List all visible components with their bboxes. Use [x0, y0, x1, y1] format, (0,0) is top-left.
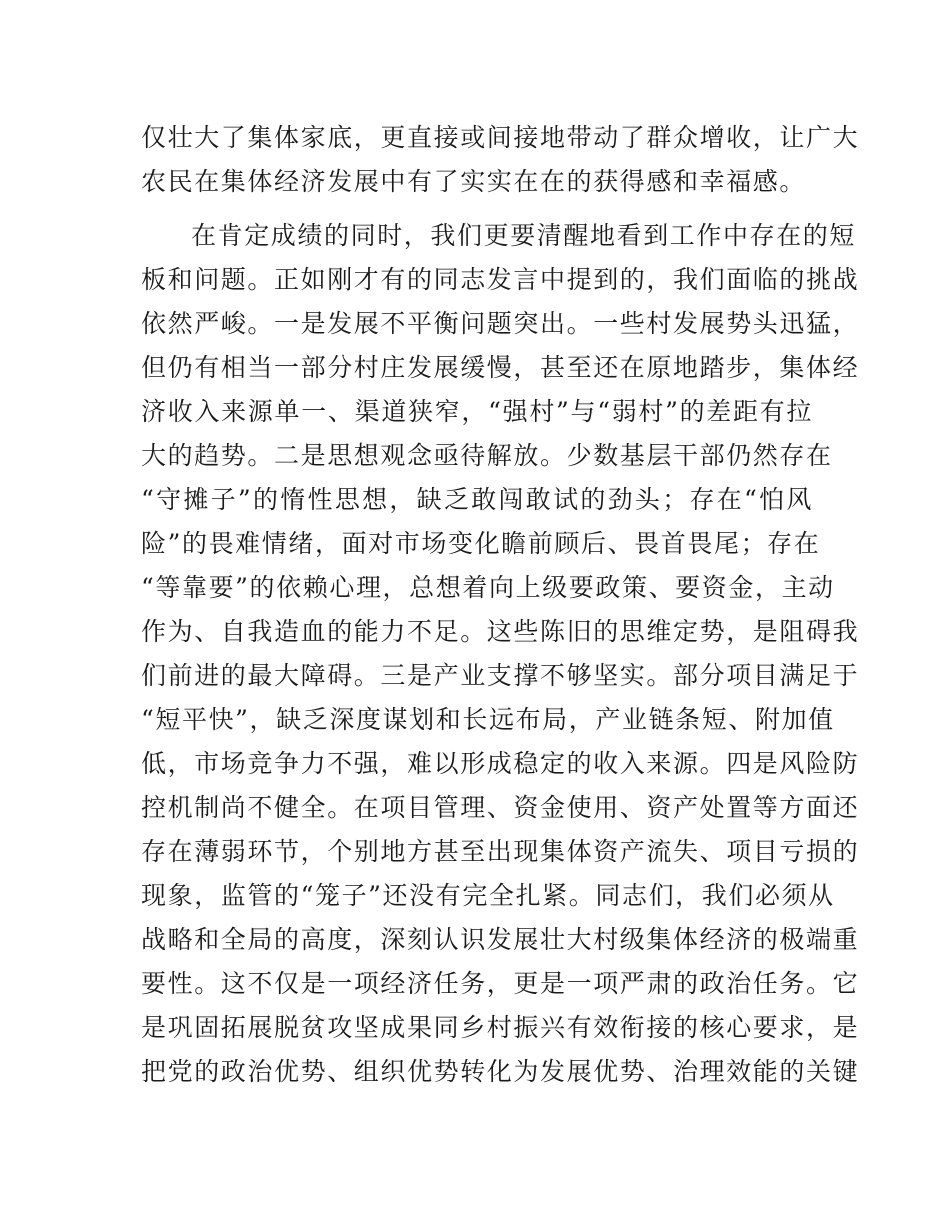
- text-line: 低，市场竞争力不强，难以形成稳定的收入来源。四是风险防: [141, 749, 860, 778]
- text-line: “等靠要”的依赖心理，总想着向上级要政策、要资金，主动: [141, 573, 835, 602]
- text-line: 险”的畏难情绪，面对市场变化瞻前顾后、畏首畏尾；存在: [141, 529, 821, 558]
- text-line: 把党的政治优势、组织优势转化为发展优势、治理效能的关键: [141, 1057, 860, 1086]
- body-text: [141, 116, 860, 1094]
- text-line: 们前进的最大障碍。三是产业支撑不够坚实。部分项目满足于: [141, 661, 860, 690]
- text-line: 要性。这不仅是一项经济任务，更是一项严肃的政治任务。它: [141, 969, 860, 998]
- text-line: 现象，监管的“笼子”还没有完全扎紧。同志们，我们必须从: [141, 881, 835, 910]
- paragraph-1: [141, 116, 860, 204]
- text-line: 大的趋势。二是思想观念亟待解放。少数基层干部仍然存在: [141, 441, 833, 470]
- text-line: “短平快”，缺乏深度谋划和长远布局，产业链条短、附加值: [141, 705, 835, 734]
- text-line: 板和问题。正如刚才有的同志发言中提到的，我们面临的挑战: [141, 265, 860, 294]
- text-line: “守摊子”的惰性思想，缺乏敢闯敢试的劲头；存在“怕风: [141, 485, 813, 514]
- text-line: 在肯定成绩的同时，我们更要清醒地看到工作中存在的短: [191, 221, 857, 250]
- text-line: 济收入来源单一、渠道狭窄，“强村”与“弱村”的差距有拉: [141, 397, 813, 426]
- text-line: 存在薄弱环节，个别地方甚至出现集体资产流失、项目亏损的: [141, 837, 860, 866]
- text-line: 农民在集体经济发展中有了实实在在的获得感和幸福感。: [141, 167, 807, 196]
- text-line: 但仍有相当一部分村庄发展缓慢，甚至还在原地踏步，集体经: [141, 353, 860, 382]
- text-line: 战略和全局的高度，深刻认识发展壮大村级集体经济的极端重: [141, 925, 860, 954]
- text-line: 仅壮大了集体家底，更直接或间接地带动了群众增收，让广大: [141, 123, 860, 152]
- text-line: 作为、自我造血的能力不足。这些陈旧的思维定势，是阻碍我: [141, 617, 860, 646]
- paragraph-2: [141, 214, 860, 1094]
- text-line: 控机制尚不健全。在项目管理、资金使用、资产处置等方面还: [141, 793, 860, 822]
- text-line: 是巩固拓展脱贫攻坚成果同乡村振兴有效衔接的核心要求，是: [141, 1013, 860, 1042]
- text-line: 依然严峻。一是发展不平衡问题突出。一些村发展势头迅猛，: [141, 309, 860, 338]
